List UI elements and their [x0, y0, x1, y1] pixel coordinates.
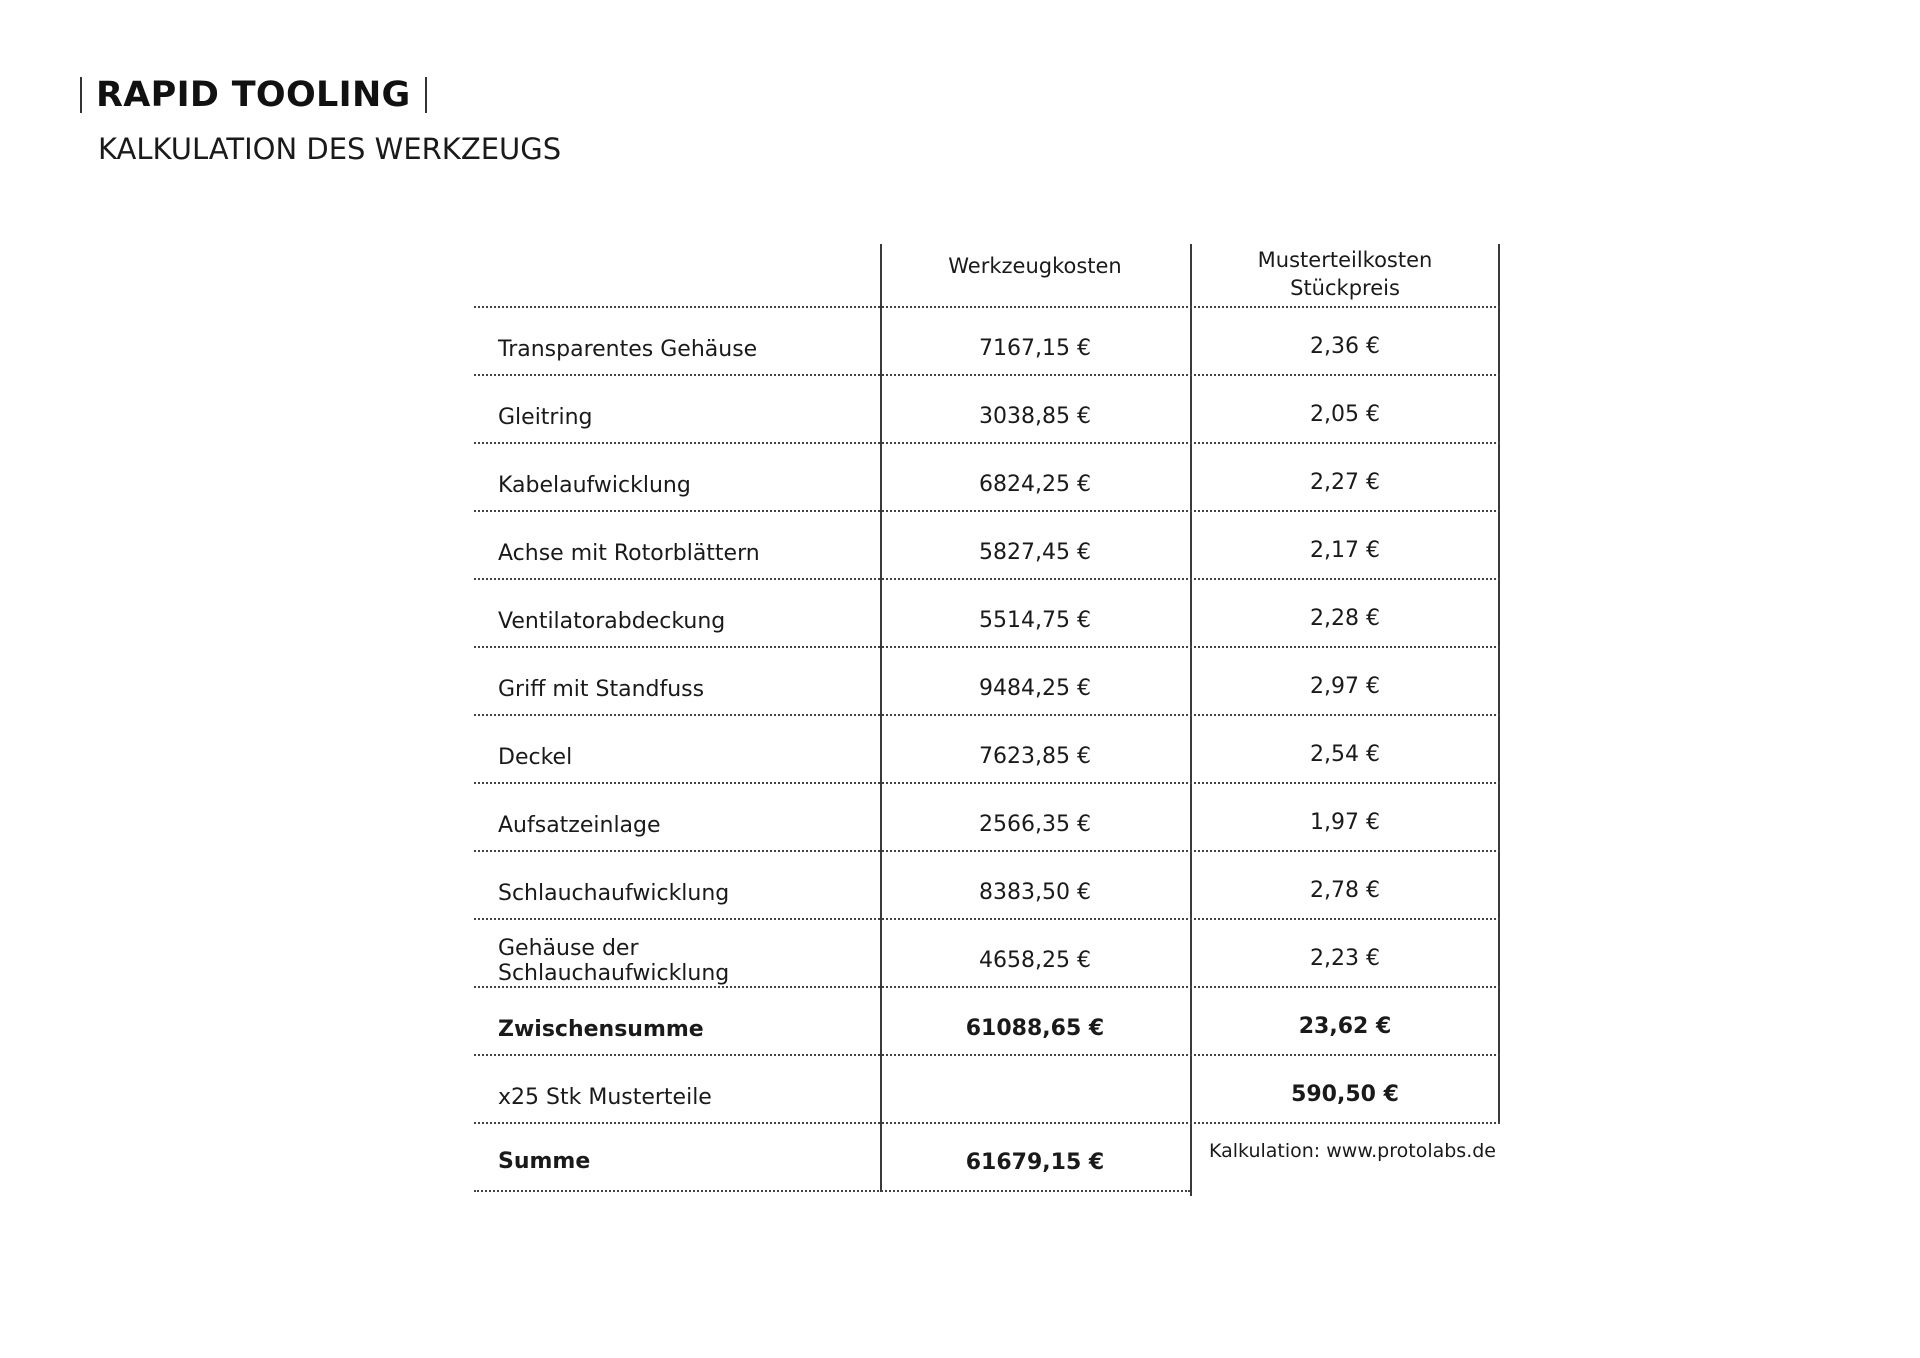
- row-tool-cost: 2566,35 €: [979, 811, 1091, 837]
- table-row: [474, 512, 1500, 580]
- header-sample-cost: [1190, 246, 1500, 302]
- header-sample-cost-line2: Stückpreis: [1290, 276, 1400, 300]
- row-label: Kabelaufwicklung: [498, 472, 691, 498]
- row-label: Transparentes Gehäuse: [498, 336, 758, 362]
- total-tool-cost: 61679,15 €: [965, 1149, 1105, 1175]
- row-tool-cost: 8383,50 €: [979, 879, 1091, 905]
- table-row: [474, 648, 1500, 716]
- row-tool-cost: 5827,45 €: [979, 539, 1091, 565]
- row-label: Griff mit Standfuss: [498, 676, 705, 702]
- row-tool-cost: 3038,85 €: [979, 403, 1091, 429]
- title-bar-left: [80, 77, 82, 113]
- total-label: Summe: [498, 1148, 591, 1174]
- row-sample-cost: 2,78 €: [1310, 877, 1380, 903]
- row-label: Gehäuse der Schlauchaufwicklung: [498, 936, 730, 986]
- table-row: [474, 920, 1500, 988]
- row-label: Aufsatzeinlage: [498, 812, 661, 838]
- row-sample-cost: 2,97 €: [1310, 673, 1380, 699]
- table-row: [474, 852, 1500, 920]
- row-tool-cost: 7167,15 €: [979, 335, 1091, 361]
- title-bar-right: [425, 77, 427, 113]
- row-label: Schlauchaufwicklung: [498, 880, 730, 906]
- table-row: [474, 308, 1500, 376]
- table-row: [474, 716, 1500, 784]
- row-sample-cost: 1,97 €: [1310, 809, 1380, 835]
- header-sample-cost-line1: Musterteilkosten: [1257, 248, 1433, 272]
- header-tool-cost-label: Werkzeugkosten: [948, 254, 1122, 278]
- subtotal-row: [474, 988, 1500, 1056]
- page-header: [80, 70, 561, 166]
- row-label: Gleitring: [498, 404, 593, 430]
- row-sample-cost: 2,23 €: [1310, 945, 1380, 971]
- subtotal-tool-cost: 61088,65 €: [965, 1015, 1105, 1041]
- samples-cost: 590,50 €: [1291, 1081, 1399, 1107]
- row-tool-cost: 9484,25 €: [979, 675, 1091, 701]
- table-row: [474, 376, 1500, 444]
- source-note: Kalkulation: www.protolabs.de: [1208, 1140, 1496, 1162]
- table-row: [474, 580, 1500, 648]
- row-sample-cost: 2,05 €: [1310, 401, 1380, 427]
- samples-row: [474, 1056, 1500, 1124]
- table-row: [474, 784, 1500, 852]
- row-sample-cost: 2,17 €: [1310, 537, 1380, 563]
- row-label: Ventilatorabdeckung: [498, 608, 726, 634]
- row-tool-cost: 6824,25 €: [979, 471, 1091, 497]
- row-sample-cost: 2,28 €: [1310, 605, 1380, 631]
- row-tool-cost: 7623,85 €: [979, 743, 1091, 769]
- row-label: Achse mit Rotorblättern: [498, 540, 760, 566]
- row-tool-cost: 5514,75 €: [979, 607, 1091, 633]
- samples-label: x25 Stk Musterteile: [498, 1084, 712, 1110]
- subtotal-sample-cost: 23,62 €: [1298, 1013, 1392, 1039]
- row-label: Deckel: [498, 744, 573, 770]
- row-sample-cost: 2,36 €: [1310, 333, 1380, 359]
- table-row: [474, 444, 1500, 512]
- total-divider: [474, 1190, 1190, 1192]
- header-tool-cost: [880, 252, 1190, 280]
- title-line: [80, 70, 561, 120]
- page-title: RAPID TOOLING: [96, 75, 411, 115]
- row-tool-cost: 4658,25 €: [979, 947, 1091, 973]
- subtotal-label: Zwischensumme: [498, 1016, 704, 1042]
- row-sample-cost: 2,54 €: [1310, 741, 1380, 767]
- page-subtitle: KALKULATION DES WERKZEUGS: [98, 132, 562, 166]
- row-sample-cost: 2,27 €: [1310, 469, 1380, 495]
